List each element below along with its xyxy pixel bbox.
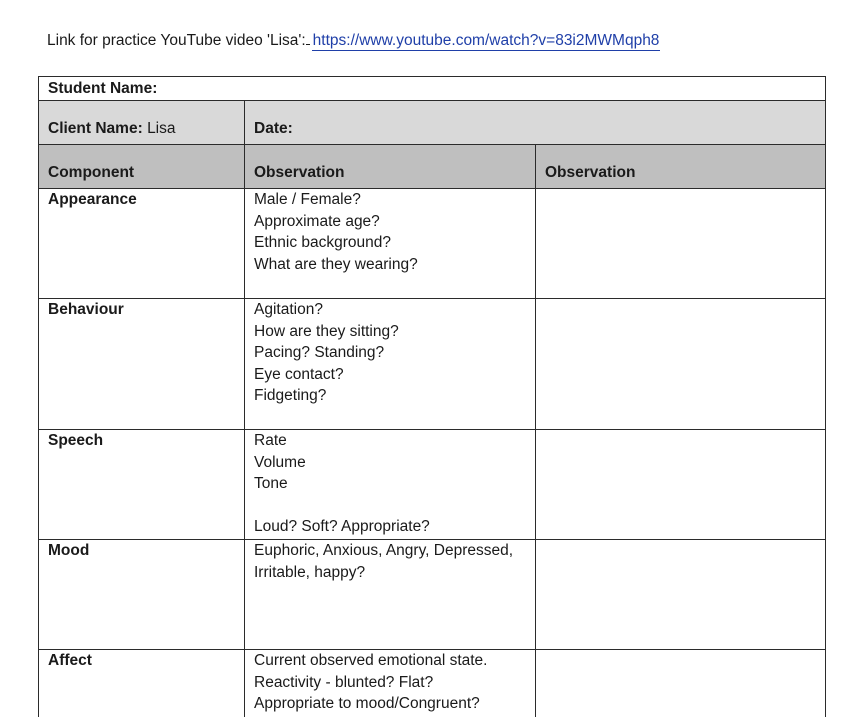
header-observation-1: Observation	[244, 144, 536, 189]
blank-line	[254, 495, 526, 516]
prompt-line: Appropriate to mood/Congruent?	[254, 695, 480, 712]
component-mood: Mood	[38, 539, 245, 650]
header-component: Component	[38, 144, 245, 189]
student-name-field[interactable]	[38, 76, 826, 101]
header-observation-2: Observation	[535, 144, 826, 189]
mental-status-form	[38, 76, 826, 717]
component-behaviour: Behaviour	[38, 298, 245, 430]
prompt-line: Euphoric, Anxious, Angry, Depressed,	[254, 542, 514, 559]
practice-video-label: Link for practice YouTube video 'Lisa':	[47, 32, 306, 49]
prompts-speech	[244, 429, 536, 540]
client-name-value: Lisa	[147, 119, 176, 137]
prompt-line: Agitation?	[254, 301, 323, 318]
label-underline	[306, 32, 310, 45]
prompts-behaviour	[244, 298, 536, 430]
prompts-appearance	[244, 188, 536, 299]
student-name-label: Student Name:	[48, 79, 158, 97]
youtube-link[interactable]: https://www.youtube.com/watch?v=83i2MWMqph8	[312, 32, 660, 49]
observation-speech[interactable]	[535, 429, 826, 540]
component-speech: Speech	[38, 429, 245, 540]
client-name-field[interactable]	[38, 100, 245, 145]
date-label: Date:	[254, 119, 293, 137]
prompt-line: Pacing? Standing?	[254, 344, 385, 361]
prompts-affect	[244, 649, 536, 717]
date-field[interactable]	[244, 100, 826, 145]
prompt-line: Reactivity - blunted? Flat?	[254, 673, 434, 691]
prompt-line: Loud? Soft? Appropriate?	[254, 517, 430, 535]
prompt-line: Current observed emotional state.	[254, 652, 488, 669]
prompt-line: Rate	[254, 432, 287, 449]
prompts-mood	[244, 539, 536, 650]
component-appearance: Appearance	[38, 188, 245, 299]
prompt-line: Approximate age?	[254, 212, 380, 230]
prompt-line: Fidgeting?	[254, 387, 327, 404]
observation-mood[interactable]	[535, 539, 826, 650]
prompt-line: What are they wearing?	[254, 255, 418, 273]
prompt-line: Volume	[254, 453, 306, 471]
prompt-line: How are they sitting?	[254, 322, 399, 340]
observation-appearance[interactable]	[535, 188, 826, 299]
prompt-line: Tone	[254, 475, 288, 492]
observation-behaviour[interactable]	[535, 298, 826, 430]
prompt-line: Irritable, happy?	[254, 563, 366, 581]
observation-affect[interactable]	[535, 649, 826, 717]
prompt-line: Male / Female?	[254, 191, 361, 208]
client-name-label: Client Name:	[48, 119, 143, 137]
component-affect: Affect	[38, 649, 245, 717]
practice-video-line	[47, 31, 660, 51]
prompt-line: Ethnic background?	[254, 234, 392, 251]
prompt-line: Eye contact?	[254, 365, 344, 383]
